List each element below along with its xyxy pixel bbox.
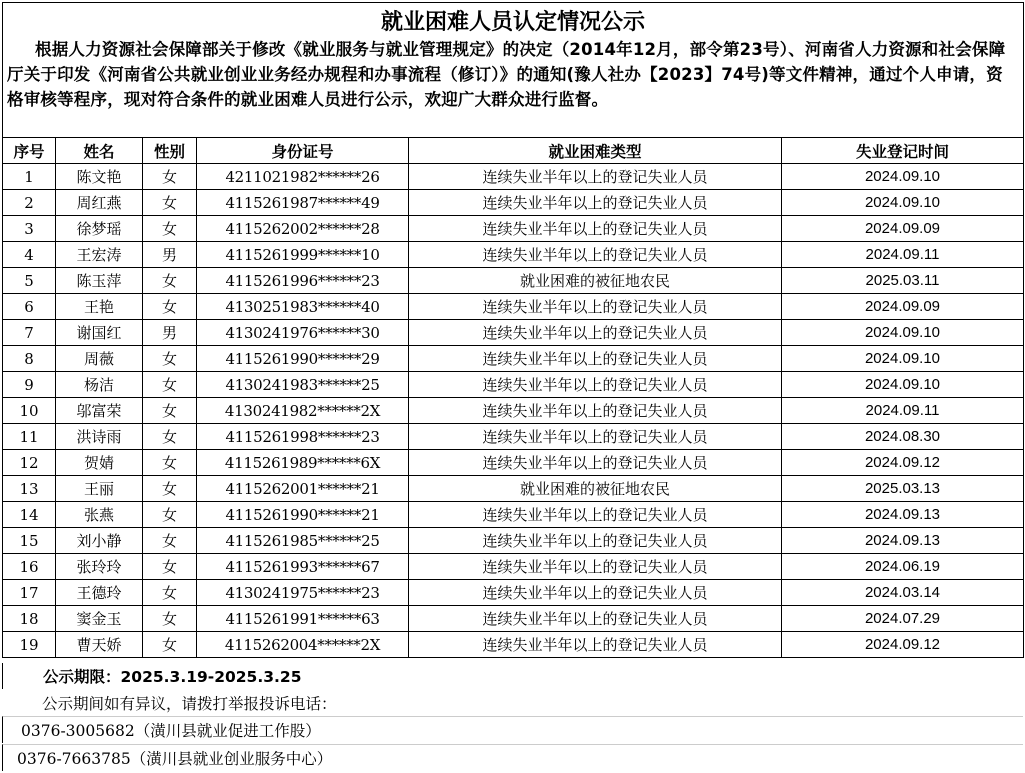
cell-gender[interactable]: 女 — [143, 502, 197, 528]
cell-gender[interactable]: 女 — [143, 606, 197, 632]
cell-index[interactable]: 14 — [3, 502, 56, 528]
cell-gender[interactable]: 男 — [143, 320, 197, 346]
cell-gender[interactable]: 女 — [143, 450, 197, 476]
cell-id-number[interactable]: 4115261993******67 — [197, 554, 409, 580]
table-row — [3, 164, 1024, 190]
cell-registration-date[interactable]: 2024.09.09 — [782, 216, 1024, 242]
cell-index[interactable]: 18 — [3, 606, 56, 632]
cell-registration-date[interactable]: 2024.06.19 — [782, 554, 1024, 580]
cell-difficulty-type[interactable]: 连续失业半年以上的登记失业人员 — [409, 606, 782, 632]
cell-index[interactable]: 2 — [3, 190, 56, 216]
cell-registration-date[interactable]: 2024.09.12 — [782, 450, 1024, 476]
cell-name[interactable]: 洪诗雨 — [56, 424, 143, 450]
cell-gender[interactable]: 女 — [143, 424, 197, 450]
header-registration-date[interactable]: 失业登记时间 — [782, 138, 1024, 164]
cell-name[interactable]: 周薇 — [56, 346, 143, 372]
cell-registration-date[interactable]: 2024.03.14 — [782, 580, 1024, 606]
cell-index[interactable]: 11 — [3, 424, 56, 450]
cell-registration-date[interactable]: 2024.09.12 — [782, 632, 1024, 658]
cell-name[interactable]: 杨洁 — [56, 372, 143, 398]
cell-gender[interactable]: 女 — [143, 190, 197, 216]
cell-difficulty-type[interactable]: 就业困难的被征地农民 — [409, 476, 782, 502]
cell-name[interactable]: 王宏涛 — [56, 242, 143, 268]
phone-2-text: 0376-7663785（潢川县就业创业服务中心） — [17, 750, 333, 768]
cell-id-number[interactable]: 4115261991******63 — [197, 606, 409, 632]
cell-id-number[interactable]: 4115261990******29 — [197, 346, 409, 372]
cell-index[interactable]: 12 — [3, 450, 56, 476]
cell-gender[interactable]: 男 — [143, 242, 197, 268]
table-header-row — [3, 138, 1024, 164]
cell-gender[interactable]: 女 — [143, 346, 197, 372]
table-row — [3, 606, 1024, 632]
cell-name[interactable]: 陈文艳 — [56, 164, 143, 190]
table-row — [3, 372, 1024, 398]
cell-index[interactable]: 15 — [3, 528, 56, 554]
cell-index[interactable]: 4 — [3, 242, 56, 268]
table-row — [3, 554, 1024, 580]
cell-name[interactable]: 陈玉萍 — [56, 268, 143, 294]
cell-name[interactable]: 王丽 — [56, 476, 143, 502]
cell-difficulty-type[interactable]: 连续失业半年以上的登记失业人员 — [409, 242, 782, 268]
cell-id-number[interactable]: 4115261989******6X — [197, 450, 409, 476]
table-row — [3, 242, 1024, 268]
cell-registration-date[interactable]: 2024.09.10 — [782, 164, 1024, 190]
cell-index[interactable]: 1 — [3, 164, 56, 190]
recognition-table — [2, 137, 1024, 658]
table-row — [3, 320, 1024, 346]
cell-registration-date[interactable]: 2024.09.10 — [782, 190, 1024, 216]
table-row — [3, 450, 1024, 476]
page-title: 就业困难人员认定情况公示 — [2, 2, 1024, 37]
cell-registration-date[interactable]: 2024.09.10 — [782, 372, 1024, 398]
cell-difficulty-type[interactable]: 连续失业半年以上的登记失业人员 — [409, 398, 782, 424]
cell-difficulty-type[interactable]: 连续失业半年以上的登记失业人员 — [409, 372, 782, 398]
table-row — [3, 346, 1024, 372]
cell-difficulty-type[interactable]: 连续失业半年以上的登记失业人员 — [409, 528, 782, 554]
header-difficulty-type[interactable]: 就业困难类型 — [409, 138, 782, 164]
cell-id-number[interactable]: 4115261998******23 — [197, 424, 409, 450]
cell-registration-date[interactable]: 2024.09.09 — [782, 294, 1024, 320]
cell-registration-date[interactable]: 2024.09.13 — [782, 502, 1024, 528]
table-row — [3, 424, 1024, 450]
cell-gender[interactable]: 女 — [143, 268, 197, 294]
cell-gender[interactable]: 女 — [143, 554, 197, 580]
cell-gender[interactable]: 女 — [143, 580, 197, 606]
table-body — [3, 164, 1024, 658]
table-row — [3, 268, 1024, 294]
cell-index[interactable]: 9 — [3, 372, 56, 398]
cell-gender[interactable]: 女 — [143, 164, 197, 190]
cell-id-number[interactable]: 4211021982******26 — [197, 164, 409, 190]
cell-name[interactable]: 曹天娇 — [56, 632, 143, 658]
cell-name[interactable]: 张燕 — [56, 502, 143, 528]
cell-id-number[interactable]: 4130241975******23 — [197, 580, 409, 606]
cell-name[interactable]: 王艳 — [56, 294, 143, 320]
cell-gender[interactable]: 女 — [143, 294, 197, 320]
cell-name[interactable]: 谢国红 — [56, 320, 143, 346]
cell-name[interactable]: 张玲玲 — [56, 554, 143, 580]
table-row — [3, 190, 1024, 216]
cell-name[interactable]: 邬富荣 — [56, 398, 143, 424]
cell-index[interactable]: 17 — [3, 580, 56, 606]
table-row — [3, 476, 1024, 502]
publicity-period: 公示期限：2025.3.19-2025.3.25 — [2, 663, 1023, 689]
cell-gender[interactable]: 女 — [143, 398, 197, 424]
cell-index[interactable]: 10 — [3, 398, 56, 424]
cell-registration-date[interactable]: 2024.09.11 — [782, 398, 1024, 424]
cell-id-number[interactable]: 4115262001******21 — [197, 476, 409, 502]
cell-id-number[interactable]: 4115261985******25 — [197, 528, 409, 554]
cell-id-number[interactable]: 4130241983******25 — [197, 372, 409, 398]
complaint-phone-2 — [2, 744, 1023, 771]
table-row — [3, 502, 1024, 528]
cell-difficulty-type[interactable]: 连续失业半年以上的登记失业人员 — [409, 294, 782, 320]
table-row — [3, 580, 1024, 606]
header-name[interactable]: 姓名 — [56, 138, 143, 164]
cell-name[interactable]: 窦金玉 — [56, 606, 143, 632]
cell-index[interactable]: 3 — [3, 216, 56, 242]
table-row — [3, 632, 1024, 658]
cell-difficulty-type[interactable]: 连续失业半年以上的登记失业人员 — [409, 320, 782, 346]
cell-difficulty-type[interactable]: 连续失业半年以上的登记失业人员 — [409, 216, 782, 242]
cell-registration-date[interactable]: 2024.09.11 — [782, 242, 1024, 268]
cell-registration-date[interactable]: 2024.08.30 — [782, 424, 1024, 450]
cell-name[interactable]: 周红燕 — [56, 190, 143, 216]
cell-difficulty-type[interactable]: 连续失业半年以上的登记失业人员 — [409, 164, 782, 190]
cell-difficulty-type[interactable]: 连续失业半年以上的登记失业人员 — [409, 424, 782, 450]
cell-id-number[interactable]: 4115261990******21 — [197, 502, 409, 528]
table-row — [3, 528, 1024, 554]
cell-difficulty-type[interactable]: 连续失业半年以上的登记失业人员 — [409, 346, 782, 372]
cell-id-number[interactable]: 4115262002******28 — [197, 216, 409, 242]
cell-gender[interactable]: 女 — [143, 528, 197, 554]
cell-id-number[interactable]: 4115261999******10 — [197, 242, 409, 268]
cell-index[interactable]: 6 — [3, 294, 56, 320]
cell-index[interactable]: 13 — [3, 476, 56, 502]
cell-gender[interactable]: 女 — [143, 476, 197, 502]
cell-difficulty-type[interactable]: 连续失业半年以上的登记失业人员 — [409, 190, 782, 216]
cell-difficulty-type[interactable]: 就业困难的被征地农民 — [409, 268, 782, 294]
objection-note: 公示期间如有异议，请拨打举报投诉电话： — [42, 694, 337, 713]
intro-paragraph: 根据人力资源社会保障部关于修改《就业服务与就业管理规定》的决定（2014年12月，部令第23号）、河南省人力资源和社会保障厅关于印发《河南省公共就业创业业务经办规程和办事流程（修订）》的通知(豫人社办【2023】74号)等文件精神，通过个人申请，资格审核等程序，现对符合条件的就业困难人员进行公示，欢迎广大群众进行监督。 — [2, 37, 1024, 137]
cell-name[interactable]: 刘小静 — [56, 528, 143, 554]
cell-id-number[interactable]: 4130241976******30 — [197, 320, 409, 346]
header-id-number[interactable]: 身份证号 — [197, 138, 409, 164]
complaint-phone-1 — [2, 716, 1023, 743]
cell-difficulty-type[interactable]: 连续失业半年以上的登记失业人员 — [409, 502, 782, 528]
table-row — [3, 398, 1024, 424]
cell-gender[interactable]: 女 — [143, 632, 197, 658]
cell-index[interactable]: 19 — [3, 632, 56, 658]
cell-index[interactable]: 5 — [3, 268, 56, 294]
cell-difficulty-type[interactable]: 连续失业半年以上的登记失业人员 — [409, 580, 782, 606]
header-index[interactable]: 序号 — [3, 138, 56, 164]
cell-index[interactable]: 7 — [3, 320, 56, 346]
cell-difficulty-type[interactable]: 连续失业半年以上的登记失业人员 — [409, 554, 782, 580]
cell-registration-date[interactable]: 2025.03.13 — [782, 476, 1024, 502]
header-gender[interactable]: 性别 — [143, 138, 197, 164]
cell-id-number[interactable]: 4130241982******2X — [197, 398, 409, 424]
cell-index[interactable]: 8 — [3, 346, 56, 372]
cell-id-number[interactable]: 4130251983******40 — [197, 294, 409, 320]
cell-name[interactable]: 王德玲 — [56, 580, 143, 606]
cell-difficulty-type[interactable]: 连续失业半年以上的登记失业人员 — [409, 632, 782, 658]
cell-id-number[interactable]: 4115261996******23 — [197, 268, 409, 294]
cell-name[interactable]: 徐梦瑶 — [56, 216, 143, 242]
phone-1-text: 0376-3005682（潢川县就业促进工作股） — [21, 722, 321, 740]
cell-id-number[interactable]: 4115262004******2X — [197, 632, 409, 658]
cell-id-number[interactable]: 4115261987******49 — [197, 190, 409, 216]
cell-gender[interactable]: 女 — [143, 216, 197, 242]
cell-registration-date[interactable]: 2025.03.11 — [782, 268, 1024, 294]
cell-registration-date[interactable]: 2024.09.10 — [782, 320, 1024, 346]
cell-registration-date[interactable]: 2024.09.10 — [782, 346, 1024, 372]
cell-gender[interactable]: 女 — [143, 372, 197, 398]
cell-difficulty-type[interactable]: 连续失业半年以上的登记失业人员 — [409, 450, 782, 476]
cell-index[interactable]: 16 — [3, 554, 56, 580]
cell-registration-date[interactable]: 2024.07.29 — [782, 606, 1024, 632]
table-row — [3, 216, 1024, 242]
cell-registration-date[interactable]: 2024.09.13 — [782, 528, 1024, 554]
table-row — [3, 294, 1024, 320]
cell-name[interactable]: 贺婧 — [56, 450, 143, 476]
